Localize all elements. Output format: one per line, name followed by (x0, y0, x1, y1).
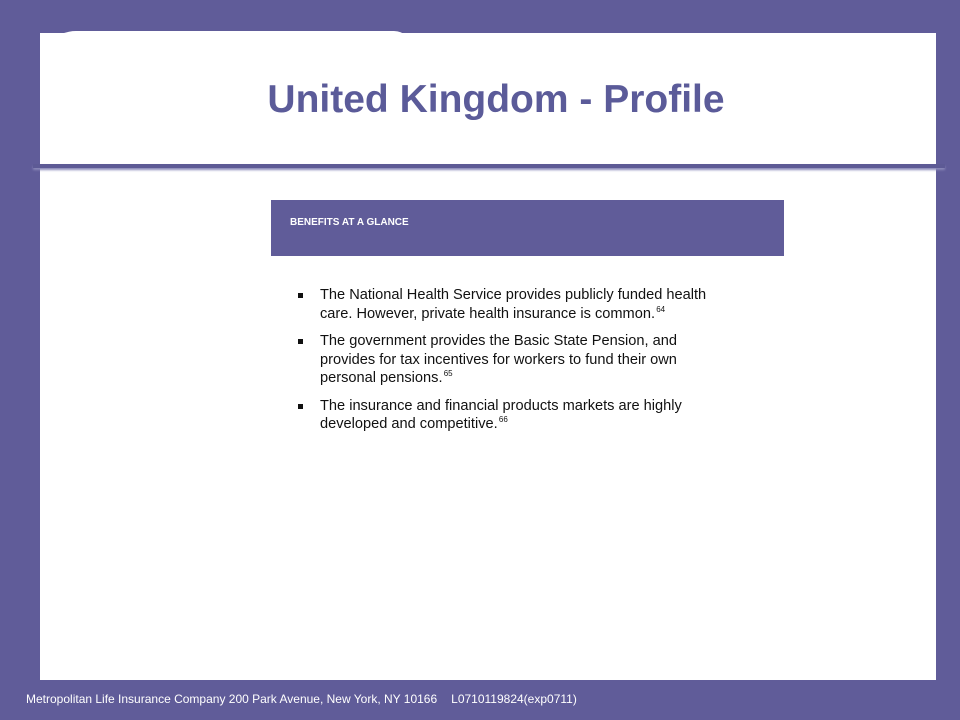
benefits-list (296, 286, 726, 443)
square-bullet-icon (298, 339, 303, 344)
footnote-ref: 65 (443, 369, 453, 379)
benefits-banner (271, 200, 784, 256)
slide-corner-tab (40, 31, 412, 71)
footer-company: Metropolitan Life Insurance Company 200 Park Avenue, New York, NY 10166 (26, 692, 438, 706)
footnote-ref: 66 (498, 415, 508, 425)
square-bullet-icon (298, 404, 303, 409)
footer (26, 692, 577, 706)
page-title: United Kingdom - Profile (267, 78, 725, 121)
bullet-text: The government provides the Basic State Pension, and provides for tax incentives for workers to fund their own personal pensions. (320, 333, 677, 386)
bullet-text: The insurance and financial products markets are highly developed and competitive. (320, 397, 682, 432)
square-bullet-icon (298, 293, 303, 298)
banner-label: BENEFITS AT A GLANCE (290, 217, 409, 228)
list-item (296, 397, 726, 434)
bullet-text: The National Health Service provides publicly funded health care. However, private health insurance is common. (320, 287, 707, 322)
footer-code: L0710119824(exp0711) (451, 692, 577, 706)
title-divider (33, 164, 945, 168)
list-item (296, 332, 726, 388)
footnote-ref: 64 (656, 304, 666, 314)
list-item (296, 286, 726, 323)
